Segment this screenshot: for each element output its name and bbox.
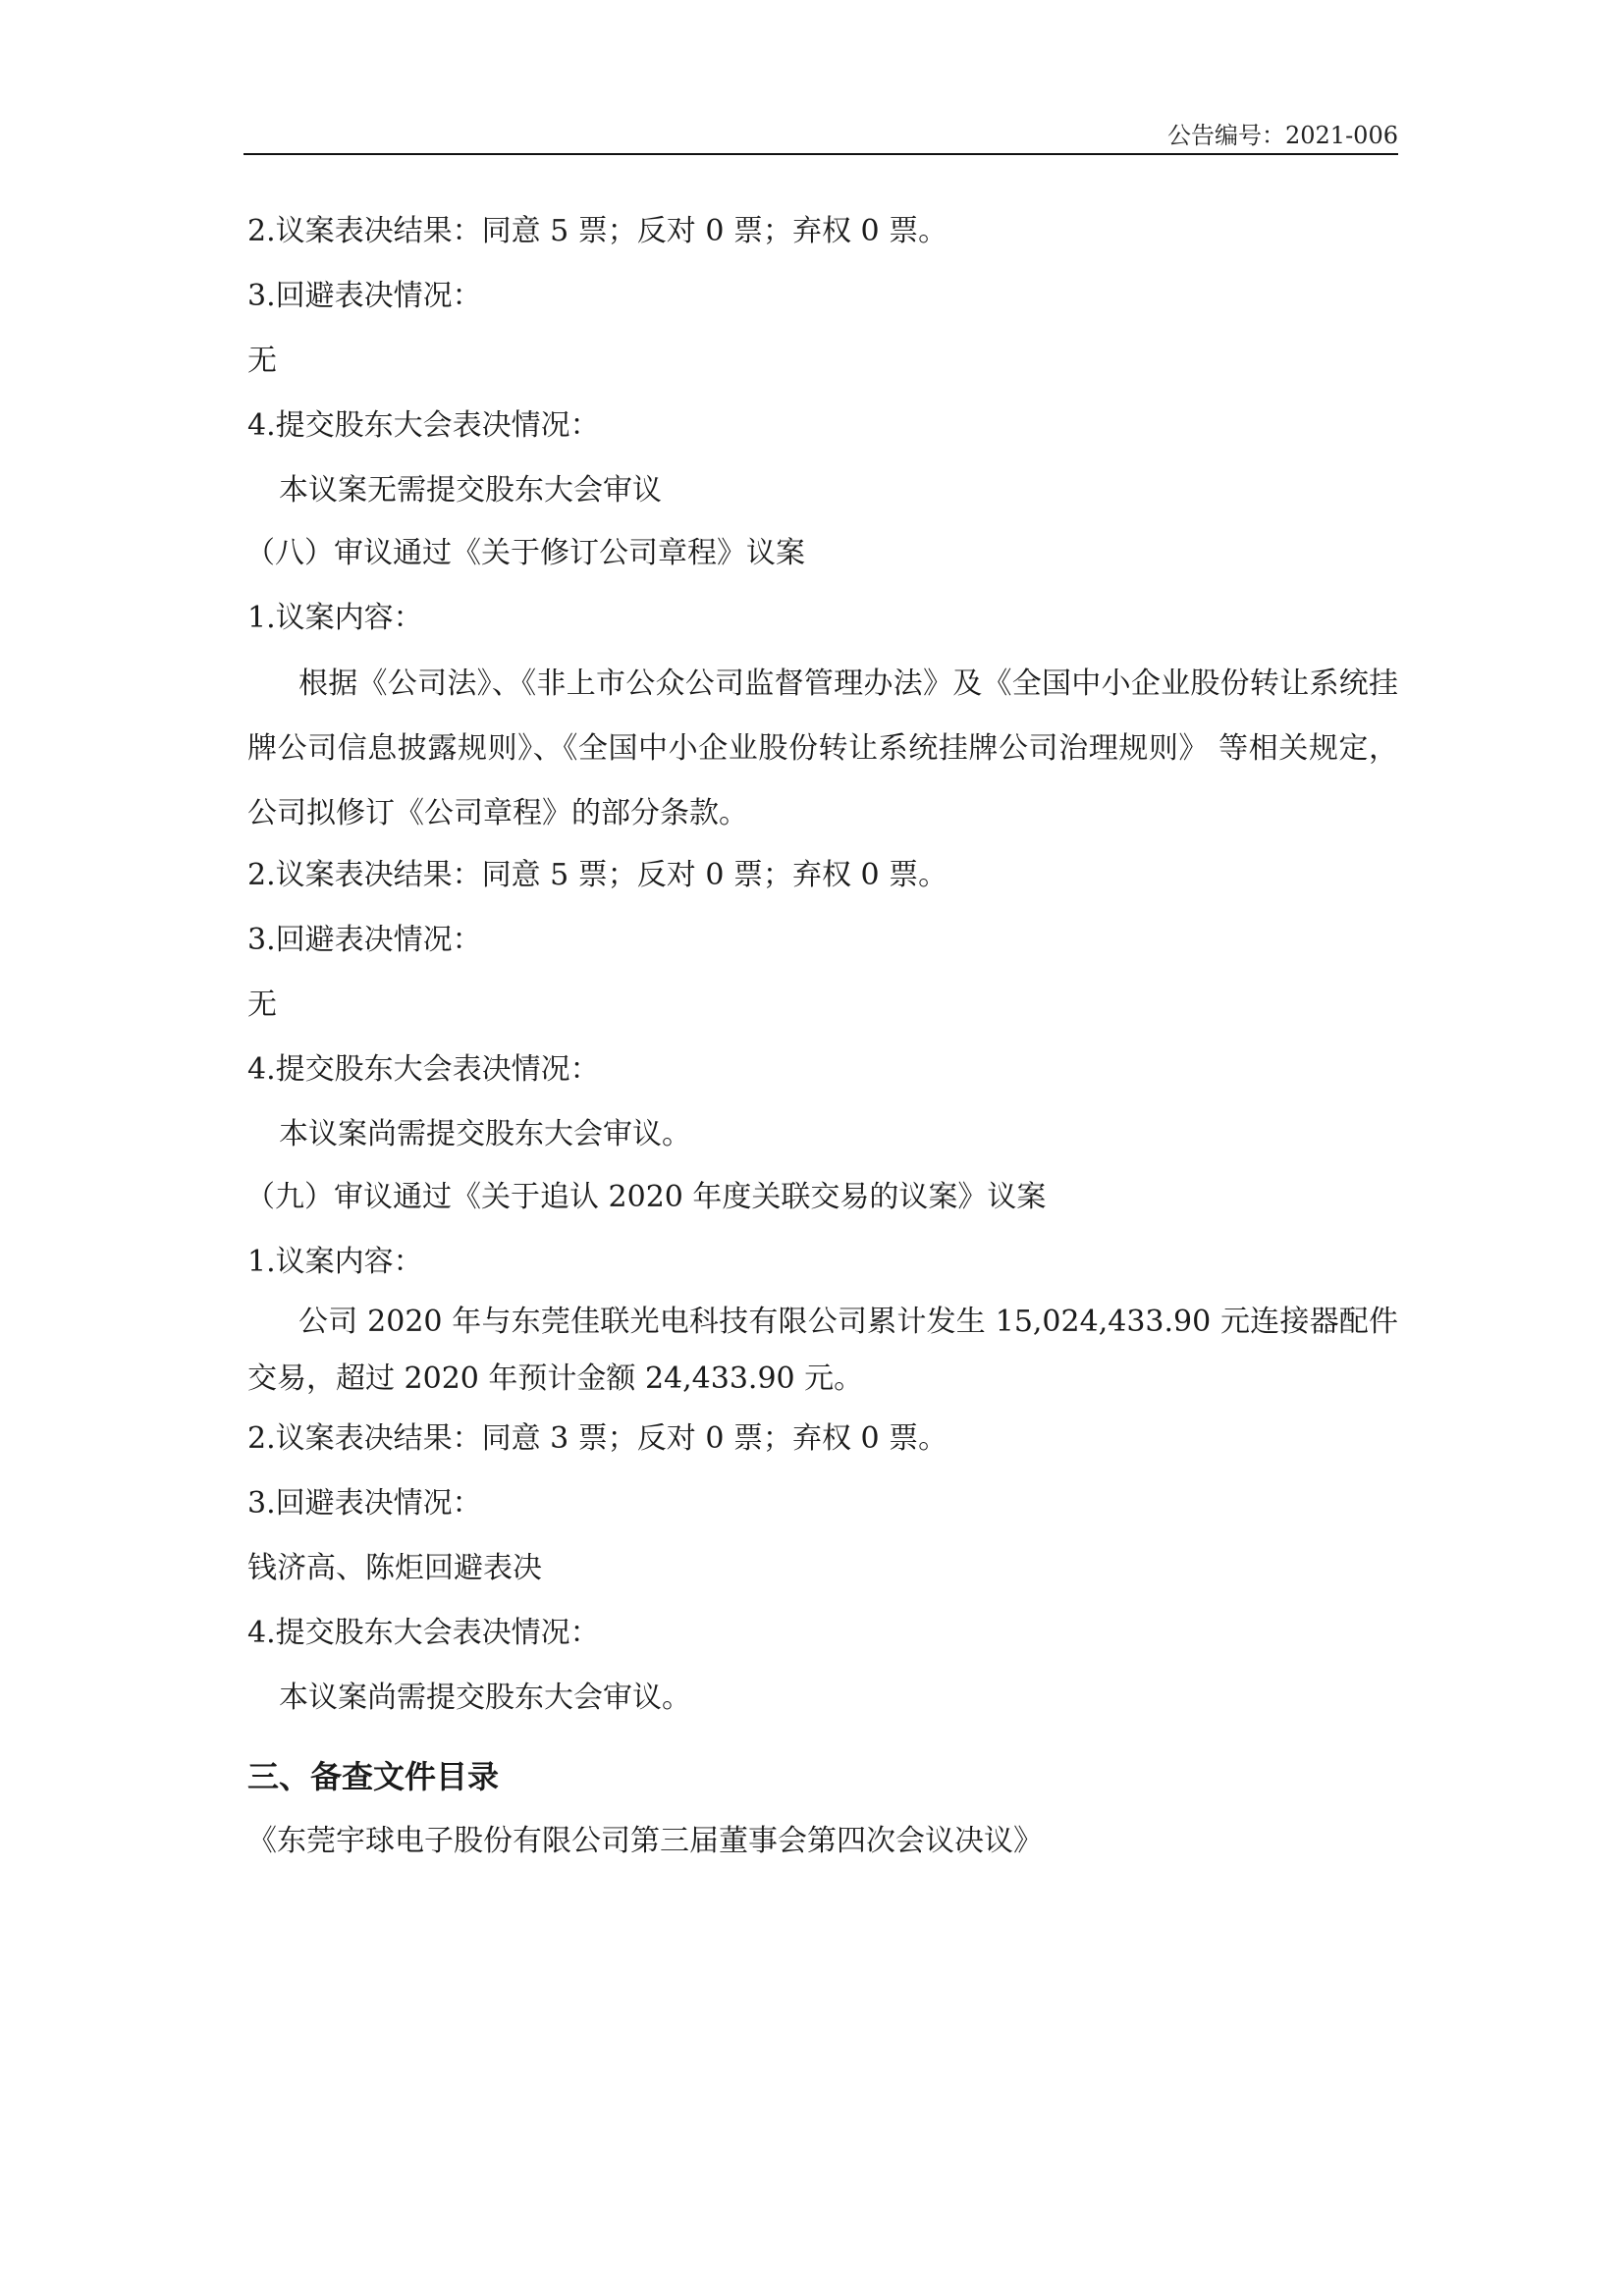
sec7-recusal-title: 3.回避表决情况： [247, 279, 482, 313]
sec8-submit-value: 本议案尚需提交股东大会审议。 [279, 1117, 691, 1151]
sec9-content: 公司 2020 年与东莞佳联光电科技有限公司累计发生 15,024,433.90 元连接器配件交易，超过 2020 年预计金额 24,433.90 元。 [247, 1305, 1398, 1396]
section3-heading: 三、备查文件目录 [247, 1758, 500, 1795]
sec9-submit-title: 4.提交股东大会表决情况： [247, 1616, 600, 1650]
sec8-recusal-title: 3.回避表决情况： [247, 923, 482, 957]
sec9-vote-result: 2.议案表决结果：同意 3 票；反对 0 票；弃权 0 票。 [247, 1421, 948, 1456]
sec8-recusal-value: 无 [247, 988, 277, 1022]
sec8-content: 根据《公司法》、《非上市公众公司监督管理办法》及《全国中小企业股份转让系统挂牌公司信息披露规则》、《全国中小企业股份转让系统挂牌公司治理规则》 等相关规定，公司拟修订《公司章程》的部分条款。 [247, 667, 1398, 830]
sec9-recusal-value: 钱济高、陈炬回避表决 [247, 1551, 542, 1585]
sec8-submit-title: 4.提交股东大会表决情况： [247, 1052, 600, 1087]
section3-document: 《东莞宇球电子股份有限公司第三届董事会第四次会议决议》 [247, 1824, 1043, 1858]
sec8-title: （八）审议通过《关于修订公司章程》议案 [245, 536, 805, 570]
sec8-content-title: 1.议案内容： [247, 601, 423, 635]
sec7-submit-value: 本议案无需提交股东大会审议 [279, 473, 662, 507]
sec9-recusal-title: 3.回避表决情况： [247, 1486, 482, 1521]
sec7-recusal-value: 无 [247, 344, 277, 378]
notice-number: 公告编号：2021-006 [1167, 122, 1398, 149]
sec8-vote-result: 2.议案表决结果：同意 5 票；反对 0 票；弃权 0 票。 [247, 858, 948, 892]
sec9-title: （九）审议通过《关于追认 2020 年度关联交易的议案》议案 [245, 1180, 1047, 1214]
sec7-vote-result: 2.议案表决结果：同意 5 票；反对 0 票；弃权 0 票。 [247, 214, 948, 248]
header-rule [244, 153, 1398, 155]
sec9-content-title: 1.议案内容： [247, 1245, 423, 1279]
sec7-submit-title: 4.提交股东大会表决情况： [247, 408, 600, 443]
sec9-submit-value: 本议案尚需提交股东大会审议。 [279, 1681, 691, 1715]
